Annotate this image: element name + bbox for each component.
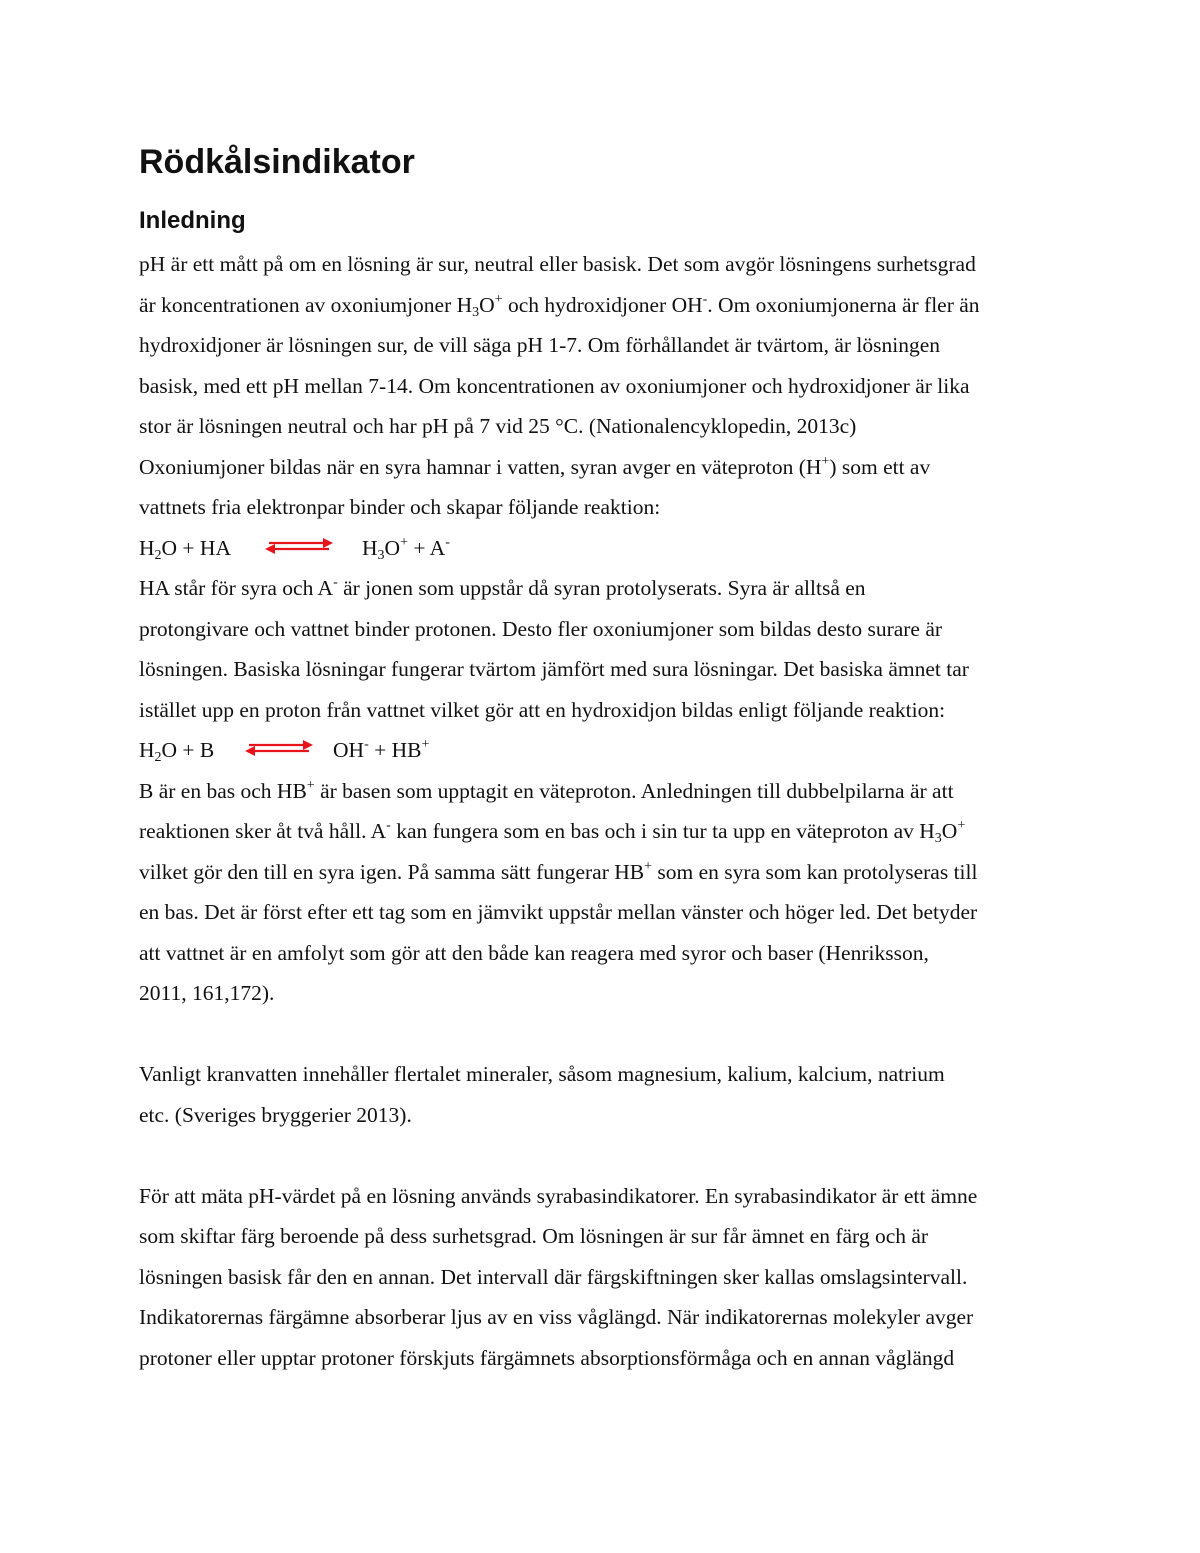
text-line: vilket gör den till en syra igen. På samma sätt fungerar HB+ som en syra som kan protolyseras till — [139, 858, 978, 884]
double-arrow-icon — [243, 740, 315, 756]
text-line: lösningen basisk får den en annan. Det intervall där färgskiftningen sker kallas omslagsintervall. — [139, 1264, 968, 1289]
reaction-equation-acid — [139, 528, 1069, 569]
text-line: hydroxidjoner är lösningen sur, de vill säga pH 1-7. Om förhållandet är tvärtom, är lösningen — [139, 333, 941, 357]
text-line: Vanligt kranvatten innehåller flertalet mineraler, såsom magnesium, kalium, kalcium, natrium — [139, 1062, 945, 1086]
text-line: B är en bas och HB+ är basen som upptagit en väteproton. Anledningen till dubbelpilarna är att — [139, 777, 954, 803]
equation-right-side: OH- + HB+ — [333, 737, 430, 762]
text-line: som skiftar färg beroende på dess surhetsgrad. Om lösningen är sur får ämnet en färg och är — [139, 1224, 929, 1248]
text-line: Oxoniumjoner bildas när en syra hamnar i vatten, syran avger en väteproton (H+) som ett av — [139, 453, 931, 479]
text-line: stor är lösningen neutral och har pH på 7 vid 25 °C. (Nationalencyklopedin, 2013c) — [139, 414, 857, 438]
text-line: istället upp en proton från vattnet vilket gör att en hydroxidjon bildas enligt följande reaktion: — [139, 697, 946, 722]
text-line: lösningen. Basiska lösningar fungerar tvärtom jämfört med sura lösningar. Det basiska ämnet tar — [139, 657, 969, 681]
reaction-equation-base — [139, 730, 1069, 771]
text-line: protongivare och vattnet binder protonen. Desto fler oxoniumjoner som bildas desto surare är — [139, 616, 943, 641]
paragraph-gap — [139, 1014, 1069, 1055]
equation-right-side: $H_3O^+ + A^-$ — [362, 534, 450, 563]
text-line: en bas. Det är först efter ett tag som en jämvikt uppstår mellan vänster och höger led. Det betyder — [139, 900, 978, 924]
text-line: Indikatorernas färgämne absorberar ljus av en viss våglängd. När indikatorernas molekyler avger — [139, 1305, 974, 1329]
text-line: är koncentrationen av oxoniumjoner $H_3O^+$ och hydroxidjoner OH-. Om oxoniumjonerna är fler än — [139, 291, 980, 320]
equation-left-side: $H_2O + B$ — [139, 738, 215, 765]
text-line: 2011, 161,172). — [139, 981, 275, 1005]
text-line: basisk, med ett pH mellan 7-14. Om koncentrationen av oxoniumjoner och hydroxidjoner är lika — [139, 373, 970, 398]
text-line: etc. (Sveriges bryggerier 2013). — [139, 1102, 412, 1127]
section-heading: Inledning — [139, 207, 246, 234]
double-arrow-icon — [263, 538, 335, 554]
text-line: HA står för syra och A- är jonen som uppstår då syran protolyserats. Syra är alltså en — [139, 575, 866, 600]
text-line: För att mäta pH-värdet på en lösning används syrabasindikatorer. En syrabasindikator är ett ämne — [139, 1183, 978, 1208]
equation-left-side: $H_2O$ + HA — [139, 535, 231, 563]
paragraph-gap — [139, 1135, 1069, 1176]
document-title: Rödkålsindikator — [139, 143, 415, 181]
document-content — [139, 140, 1069, 1378]
body-text — [139, 244, 1069, 1378]
text-line: pH är ett mått på om en lösning är sur, neutral eller basisk. Det som avgör lösningens surhetsgrad — [139, 252, 976, 276]
text-line: att vattnet är en amfolyt som gör att den både kan reagera med syror och baser (Henriksson, — [139, 940, 929, 965]
text-line: reaktionen sker åt två håll. A- kan fungera som en bas och i sin tur ta upp en väteproton av $H_3O^+$ — [139, 818, 966, 846]
text-line: protoner eller upptar protoner förskjuts färgämnets absorptionsförmåga och en annan våglängd — [139, 1345, 955, 1370]
text-line: vattnets fria elektronpar binder och skapar följande reaktion: — [139, 495, 661, 519]
